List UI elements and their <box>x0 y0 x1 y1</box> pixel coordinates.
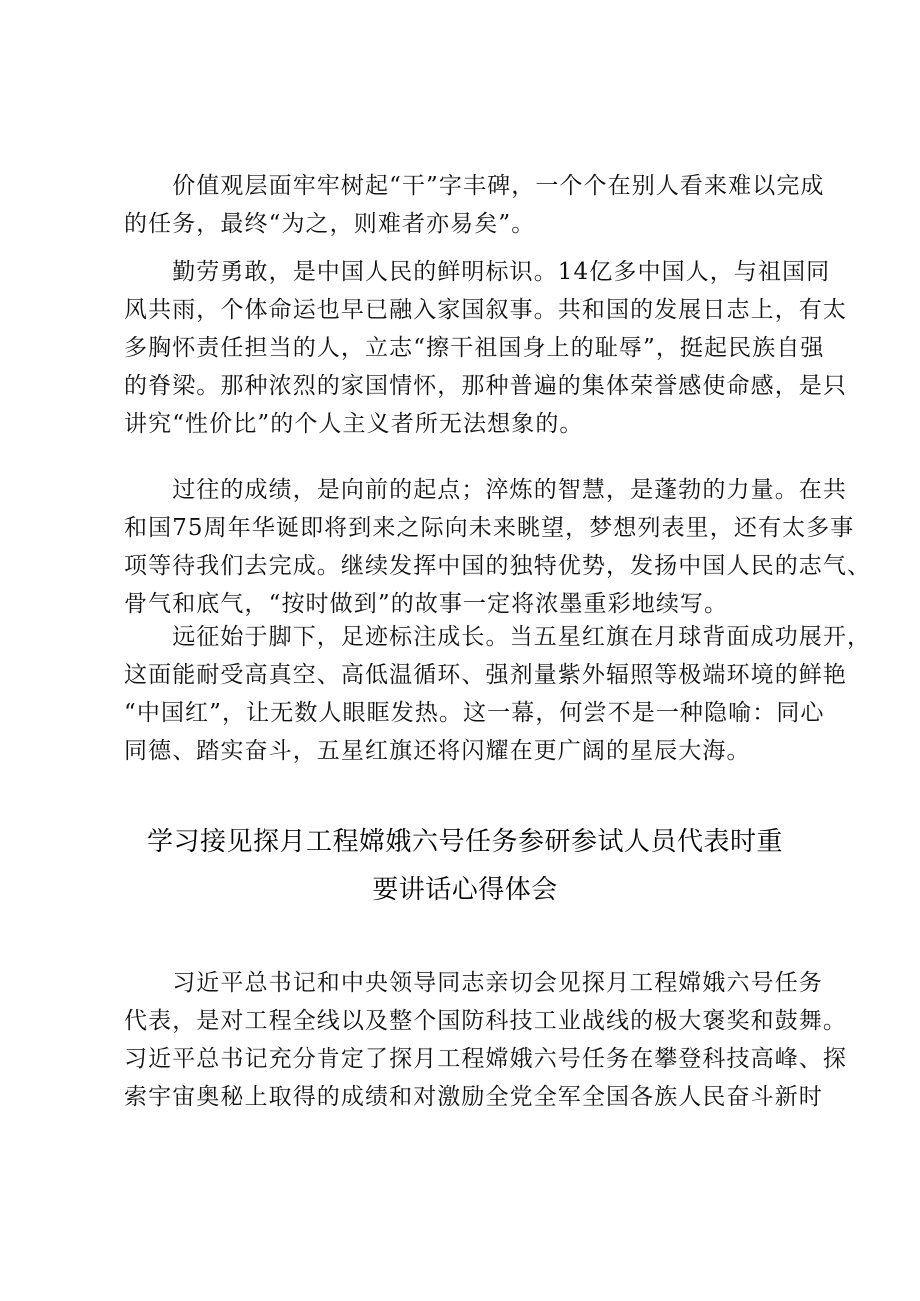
title-line: 学习接见探月工程嫦娥六号任务参研参试人员代表时重 <box>146 827 783 857</box>
paragraph-article-intro <box>124 964 847 1116</box>
text-line: 代表，是对工程全线以及整个国防科技工业战线的极大褒奖和鼓舞。 <box>124 1008 847 1034</box>
article-title <box>140 818 790 914</box>
text-line: 过往的成绩，是向前的起点；淬炼的智慧，是蓬勃的力量。在共 <box>124 477 847 503</box>
paragraph-gan-monument <box>124 167 825 243</box>
text-line: 这面能耐受高真空、高低温循环、强剂量紫外辐照等极端环境的鲜艳 <box>124 662 847 688</box>
text-line: 习近平总书记充分肯定了探月工程嫦娥六号任务在攀登科技高峰、探 <box>124 1046 847 1072</box>
text-line: 远征始于脚下，足迹标注成长。当五星红旗在月球背面成功展开， <box>124 624 872 650</box>
text-line: 勤劳勇敢，是中国人民的鲜明标识。14亿多中国人，与祖国同 <box>124 259 831 285</box>
text-line: 习近平总书记和中央领导同志亲切会见探月工程嫦娥六号任务 <box>124 970 823 996</box>
title-line: 要讲话心得体会 <box>372 875 558 905</box>
text-line: 多胸怀责任担当的人，立志“擦干祖国身上的耻辱”，挺起民族自强 <box>124 335 825 361</box>
text-line: 的脊梁。那种浓烈的家国情怀，那种普遍的集体荣誉感使命感，是只 <box>124 373 847 399</box>
text-line: 的任务，最终“为之，则难者亦易矣”。 <box>124 211 536 237</box>
paragraph-diligence-courage <box>124 253 847 443</box>
text-line: 项等待我们去完成。继续发挥中国的独特优势，发扬中国人民的志气、 <box>124 553 872 579</box>
text-line: 同德、踏实奋斗，五星红旗还将闪耀在更广阔的星辰大海。 <box>124 738 751 764</box>
text-line: 价值观层面牢牢树起“干”字丰碑，一个个在别人看来难以完成 <box>124 173 825 199</box>
text-line: 和国75周年华诞即将到来之际向未来眺望，梦想列表里，还有太多事 <box>124 515 855 541</box>
text-line: 索宇宙奥秘上取得的成绩和对激励全党全军全国各族人民奋斗新时 <box>124 1084 823 1110</box>
paragraph-expedition <box>124 618 872 770</box>
paragraph-past-achievements <box>124 471 872 623</box>
text-line: 讲究“性价比”的个人主义者所无法想象的。 <box>124 411 584 437</box>
text-line: “中国红”，让无数人眼眶发热。这一幕，何尝不是一种隐喻：同心 <box>124 700 825 726</box>
text-line: 骨气和底气，“按时做到”的故事一定将浓墨重彩地续写。 <box>124 591 729 617</box>
text-line: 风共雨，个体命运也早已融入家国叙事。共和国的发展日志上，有太 <box>124 297 847 323</box>
